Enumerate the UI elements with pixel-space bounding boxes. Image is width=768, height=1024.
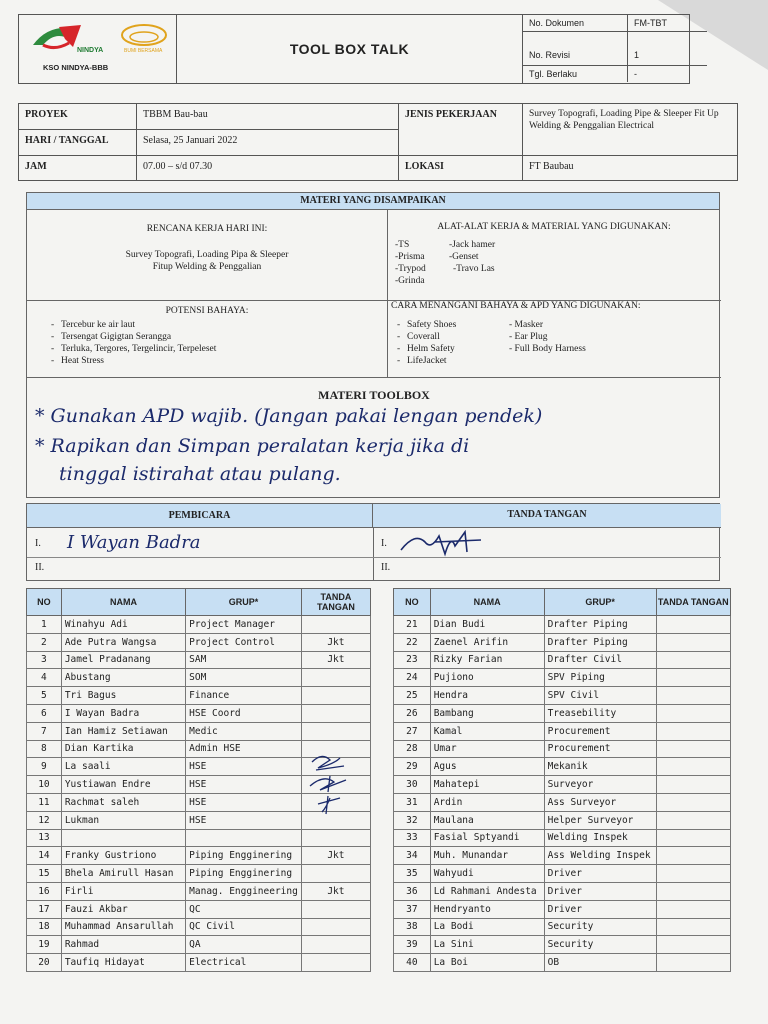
cara-item: - Full Body Harness: [509, 344, 586, 354]
cell-grup: OB: [544, 954, 656, 972]
cell-ttd: [301, 687, 370, 705]
col-header-no: NO: [27, 589, 62, 616]
cell-no: 5: [27, 687, 62, 705]
cell-nama: Firli: [61, 882, 185, 900]
meta-label: Tgl. Berlaku: [529, 69, 578, 79]
cell-nama: Umar: [430, 740, 544, 758]
cell-nama: Jamel Pradanang: [61, 651, 185, 669]
table-row: [394, 865, 731, 883]
table-row: [394, 811, 731, 829]
cell-no: 36: [394, 882, 431, 900]
table-row: [27, 954, 371, 972]
cell-ttd: [656, 954, 730, 972]
cell-grup: QA: [186, 936, 302, 954]
cell-nama: Ardin: [430, 793, 544, 811]
table-row: [27, 651, 371, 669]
cell-grup: Project Control: [186, 633, 302, 651]
table-row: [27, 882, 371, 900]
cell-grup: Electrical: [186, 954, 302, 972]
cell-ttd: [301, 865, 370, 883]
potensi-item: - Terluka, Tergores, Tergelincir, Terpeleset: [37, 343, 377, 355]
cell-ttd: [656, 829, 730, 847]
cara-item: - Helm Safety: [383, 343, 503, 355]
meta-row-no-dokumen: [523, 15, 707, 32]
cell-nama: Mahatepi: [430, 776, 544, 794]
materi-header: MATERI YANG DISAMPAIKAN: [27, 193, 719, 210]
cell-nama: Taufiq Hidayat: [61, 954, 185, 972]
divider: [373, 528, 374, 581]
cell-grup: Finance: [186, 687, 302, 705]
cell-nama: Fauzi Akbar: [61, 900, 185, 918]
tanda-tangan-header: TANDA TANGAN: [373, 504, 721, 528]
cell-grup: QC Civil: [186, 918, 302, 936]
cell-no: 31: [394, 793, 431, 811]
cell-nama: I Wayan Badra: [61, 704, 185, 722]
col-header-nama: NAMA: [430, 589, 544, 616]
cell-ttd: [656, 793, 730, 811]
cell-grup: HSE: [186, 793, 302, 811]
cell-no: 20: [27, 954, 62, 972]
cell-nama: Dian Budi: [430, 616, 544, 634]
cell-ttd: [656, 704, 730, 722]
cell-no: 9: [27, 758, 62, 776]
table-row: [394, 793, 731, 811]
jam-value: 07.00 – s/d 07.30: [137, 156, 399, 181]
cell-nama: Abustang: [61, 669, 185, 687]
table-row: [394, 616, 731, 634]
alat-item: -Jack hamer: [449, 240, 496, 250]
table-row: [394, 918, 731, 936]
table-row: [394, 776, 731, 794]
cell-ttd: [656, 651, 730, 669]
table-row: [27, 847, 371, 865]
table-row: [27, 704, 371, 722]
cell-grup: Security: [544, 936, 656, 954]
cell-no: 8: [27, 740, 62, 758]
meta-value: FM-TBT: [627, 15, 667, 31]
speaker-signature-icon: [395, 528, 485, 558]
cell-ttd: [301, 616, 370, 634]
cell-ttd: [656, 616, 730, 634]
cell-no: 1: [27, 616, 62, 634]
pembicara-ii-label: II.: [35, 562, 45, 573]
cell-grup: Ass Surveyor: [544, 793, 656, 811]
cell-no: 7: [27, 722, 62, 740]
table-row: [27, 936, 371, 954]
cell-grup: Driver: [544, 882, 656, 900]
cell-no: 24: [394, 669, 431, 687]
cell-ttd: Jkt: [301, 633, 370, 651]
cell-grup: Piping Engginering: [186, 847, 302, 865]
alat-item: -Travo Las: [453, 264, 495, 274]
alat-item: -TS: [395, 240, 410, 250]
cell-nama: Rizky Farian: [430, 651, 544, 669]
cell-grup: Driver: [544, 865, 656, 883]
cell-no: 30: [394, 776, 431, 794]
cell-nama: La Bodi: [430, 918, 544, 936]
table-row: [27, 918, 371, 936]
cell-no: 35: [394, 865, 431, 883]
cell-grup: Ass Welding Inspek: [544, 847, 656, 865]
alat-title: ALAT-ALAT KERJA & MATERIAL YANG DIGUNAKAN:: [437, 222, 671, 232]
cell-nama: Zaenel Arifin: [430, 633, 544, 651]
cell-nama: Pujiono: [430, 669, 544, 687]
cell-nama: Winahyu Adi: [61, 616, 185, 634]
cell-nama: Kamal: [430, 722, 544, 740]
cell-grup: Driver: [544, 900, 656, 918]
lokasi-label: LOKASI: [399, 156, 523, 181]
table-row: [27, 722, 371, 740]
proyek-label: PROYEK: [19, 104, 137, 130]
cell-nama: Wahyudi: [430, 865, 544, 883]
rencana-line: Fitup Welding & Penggalian: [152, 262, 262, 272]
rencana-line: Survey Topografi, Loading Pipa & Sleeper: [125, 250, 289, 260]
cara-item: - Coverall: [383, 331, 503, 343]
cell-nama: Hendryanto: [430, 900, 544, 918]
document-title: TOOL BOX TALK: [177, 15, 523, 83]
cell-no: 19: [27, 936, 62, 954]
table-row: [394, 722, 731, 740]
cell-nama: Ld Rahmani Andesta: [430, 882, 544, 900]
cell-grup: Drafter Piping: [544, 633, 656, 651]
cell-nama: Tri Bagus: [61, 687, 185, 705]
logo-brand-text: NINDYA: [77, 47, 104, 54]
cell-grup: Procurement: [544, 740, 656, 758]
table-row: [394, 900, 731, 918]
cell-nama: Bambang: [430, 704, 544, 722]
cell-grup: Treasebility: [544, 704, 656, 722]
alat-item: -Grinda: [395, 276, 425, 286]
cell-grup: Surveyor: [544, 776, 656, 794]
cell-no: 18: [27, 918, 62, 936]
table-row: [394, 687, 731, 705]
col-header-grup: GRUP*: [186, 589, 302, 616]
table-row: [27, 616, 371, 634]
potensi-title: POTENSI BAHAYA:: [165, 306, 249, 316]
col-header-no: NO: [394, 589, 431, 616]
project-info-table: [18, 103, 738, 181]
table-row: [27, 669, 371, 687]
table-row: [394, 704, 731, 722]
divider: [27, 557, 721, 558]
cell-no: 14: [27, 847, 62, 865]
col-header-tanda-tangan: TANDA TANGAN: [301, 589, 370, 616]
cell-nama: Franky Gustriono: [61, 847, 185, 865]
cell-grup: Piping Engginering: [186, 865, 302, 883]
table-row: [394, 936, 731, 954]
cell-no: 23: [394, 651, 431, 669]
cell-ttd: [656, 900, 730, 918]
cell-ttd: [301, 829, 370, 847]
cell-grup: SOM: [186, 669, 302, 687]
table-row: [27, 687, 371, 705]
cell-no: 21: [394, 616, 431, 634]
cell-no: 3: [27, 651, 62, 669]
cell-grup: Medic: [186, 722, 302, 740]
potensi-item: - Tercebur ke air laut: [37, 319, 377, 331]
cell-grup: Procurement: [544, 722, 656, 740]
cell-nama: La Sini: [430, 936, 544, 954]
cell-no: 26: [394, 704, 431, 722]
cell-no: 13: [27, 829, 62, 847]
cell-ttd: [301, 722, 370, 740]
cell-ttd: [656, 633, 730, 651]
cell-no: 29: [394, 758, 431, 776]
cell-nama: Muhammad Ansarullah: [61, 918, 185, 936]
table-row: [394, 882, 731, 900]
cell-no: 4: [27, 669, 62, 687]
cell-ttd: [656, 847, 730, 865]
table-row: [394, 829, 731, 847]
cell-nama: Lukman: [61, 811, 185, 829]
cell-no: 27: [394, 722, 431, 740]
cell-grup: SAM: [186, 651, 302, 669]
divider: [27, 377, 721, 378]
pembicara-header: PEMBICARA: [27, 504, 373, 528]
cell-nama: La Boi: [430, 954, 544, 972]
col-header-tanda-tangan: TANDA TANGAN: [656, 589, 730, 616]
cell-grup: HSE: [186, 776, 302, 794]
toolbox-title: MATERI TOOLBOX: [318, 388, 430, 402]
cell-ttd: [656, 936, 730, 954]
cell-ttd: [656, 918, 730, 936]
cell-no: 11: [27, 793, 62, 811]
cell-nama: Rachmat saleh: [61, 793, 185, 811]
cell-grup: Project Manager: [186, 616, 302, 634]
jenis-label: JENIS PEKERJAAN: [399, 104, 523, 156]
cell-nama: Bhela Amirull Hasan: [61, 865, 185, 883]
cara-item: - Masker: [509, 320, 544, 330]
cell-no: 39: [394, 936, 431, 954]
cell-no: 38: [394, 918, 431, 936]
jenis-value: Survey Topografi, Loading Pipe & Sleeper Fit Up Welding & Penggalian Electrical: [523, 104, 737, 156]
cara-item: - Ear Plug: [509, 332, 548, 342]
table-row: [27, 829, 371, 847]
cell-no: 12: [27, 811, 62, 829]
hari-label: HARI / TANGGAL: [19, 130, 137, 156]
cell-ttd: [301, 954, 370, 972]
cell-ttd: [301, 669, 370, 687]
table-row: [394, 758, 731, 776]
meta-value: 1: [627, 32, 639, 65]
cell-no: 37: [394, 900, 431, 918]
cell-ttd: Jkt: [301, 882, 370, 900]
cell-nama: Dian Kartika: [61, 740, 185, 758]
cell-no: 34: [394, 847, 431, 865]
alat-list-col1: [395, 239, 455, 287]
table-row: [394, 847, 731, 865]
table-row: [394, 633, 731, 651]
alat-item: -Genset: [449, 252, 479, 262]
potensi-item: - Heat Stress: [37, 355, 377, 367]
potensi-item: - Tersengat Gigigtan Serangga: [37, 331, 377, 343]
alat-item: -Trypod: [395, 264, 426, 274]
cell-no: 25: [394, 687, 431, 705]
cell-nama: Muh. Munandar: [430, 847, 544, 865]
cara-item: - LifeJacket: [383, 355, 503, 367]
meta-label: No. Dokumen: [529, 18, 585, 28]
cell-grup: HSE Coord: [186, 704, 302, 722]
cara-list-col1: [383, 319, 503, 367]
toolbox-handwritten-line: tinggal istirahat atau pulang.: [59, 463, 341, 485]
cell-nama: [61, 829, 185, 847]
col-header-nama: NAMA: [61, 589, 185, 616]
cell-ttd: [656, 865, 730, 883]
cell-nama: Maulana: [430, 811, 544, 829]
meta-row-no-revisi: [523, 32, 707, 66]
table-row: [27, 865, 371, 883]
meta-label: No. Revisi: [529, 50, 571, 60]
cell-grup: QC: [186, 900, 302, 918]
cell-ttd: [301, 918, 370, 936]
cara-list-col2: [509, 319, 669, 355]
cell-nama: Rahmad: [61, 936, 185, 954]
cell-grup: Drafter Civil: [544, 651, 656, 669]
cell-grup: SPV Piping: [544, 669, 656, 687]
ttd-i-label: I.: [381, 538, 387, 549]
attendee-signatures-icon: [300, 752, 360, 824]
cell-ttd: [301, 900, 370, 918]
alat-list-col2: [449, 239, 549, 275]
cell-no: 17: [27, 900, 62, 918]
table-row: [394, 651, 731, 669]
table-row: [27, 633, 371, 651]
cell-nama: Yustiawan Endre: [61, 776, 185, 794]
cell-nama: Fasial Sptyandi: [430, 829, 544, 847]
cell-nama: Agus: [430, 758, 544, 776]
table-row: [394, 740, 731, 758]
cell-grup: Security: [544, 918, 656, 936]
cell-ttd: [656, 722, 730, 740]
cell-no: 33: [394, 829, 431, 847]
ttd-ii-label: II.: [381, 562, 391, 573]
cara-item: - Safety Shoes: [383, 319, 503, 331]
cell-grup: SPV Civil: [544, 687, 656, 705]
cell-grup: Helper Surveyor: [544, 811, 656, 829]
meta-row-tgl-berlaku: [523, 66, 707, 83]
cell-ttd: Jkt: [301, 847, 370, 865]
cell-no: 10: [27, 776, 62, 794]
cell-nama: Ade Putra Wangsa: [61, 633, 185, 651]
rencana-title: RENCANA KERJA HARI INI:: [146, 224, 268, 234]
cell-ttd: [656, 758, 730, 776]
logo-partner-text: BUMI BERSAMA: [124, 48, 163, 54]
alat-item: -Prisma: [395, 252, 425, 262]
cell-ttd: [301, 704, 370, 722]
cell-grup: Admin HSE: [186, 740, 302, 758]
cell-ttd: [656, 740, 730, 758]
cell-no: 28: [394, 740, 431, 758]
cara-title: CARA MENANGANI BAHAYA & APD YANG DIGUNAKAN:: [391, 301, 641, 311]
cell-grup: Welding Inspek: [544, 829, 656, 847]
cell-no: 22: [394, 633, 431, 651]
proyek-value: TBBM Bau-bau: [137, 104, 399, 130]
meta-value: -: [627, 66, 637, 82]
cell-grup: HSE: [186, 758, 302, 776]
company-logo-block: [19, 15, 177, 83]
attendance-table-right: [393, 588, 731, 972]
speaker-name: I Wayan Badra: [67, 532, 201, 553]
pembicara-section: [26, 503, 720, 581]
toolbox-handwritten-line: * Gunakan APD wajib. (Jangan pakai lengan pendek): [35, 405, 543, 427]
cell-ttd: [656, 669, 730, 687]
cell-no: 6: [27, 704, 62, 722]
cell-nama: Hendra: [430, 687, 544, 705]
jam-label: JAM: [19, 156, 137, 181]
table-row: [394, 669, 731, 687]
cell-grup: [186, 829, 302, 847]
table-row: [394, 954, 731, 972]
logo-company-text: KSO NINDYA-BBB: [43, 63, 109, 72]
cell-grup: Manag. Enggineering: [186, 882, 302, 900]
cell-no: 32: [394, 811, 431, 829]
cell-no: 16: [27, 882, 62, 900]
cell-grup: Mekanik: [544, 758, 656, 776]
cell-ttd: [656, 811, 730, 829]
cell-ttd: [656, 776, 730, 794]
cell-no: 40: [394, 954, 431, 972]
cell-grup: Drafter Piping: [544, 616, 656, 634]
cell-no: 2: [27, 633, 62, 651]
document-header: [18, 14, 690, 84]
cell-ttd: [656, 687, 730, 705]
col-header-grup: GRUP*: [544, 589, 656, 616]
cell-grup: HSE: [186, 811, 302, 829]
potensi-list: [37, 319, 377, 367]
cell-nama: La saali: [61, 758, 185, 776]
materi-section: [26, 192, 720, 498]
cell-ttd: [656, 882, 730, 900]
lokasi-value: FT Baubau: [529, 161, 574, 172]
pembicara-i-label: I.: [35, 538, 41, 549]
cell-ttd: [301, 936, 370, 954]
hari-value: Selasa, 25 Januari 2022: [137, 130, 399, 156]
cell-no: 15: [27, 865, 62, 883]
cell-nama: Ian Hamiz Setiawan: [61, 722, 185, 740]
table-row: [27, 900, 371, 918]
toolbox-handwritten-line: * Rapikan dan Simpan peralatan kerja jika di: [35, 435, 470, 457]
cell-ttd: Jkt: [301, 651, 370, 669]
